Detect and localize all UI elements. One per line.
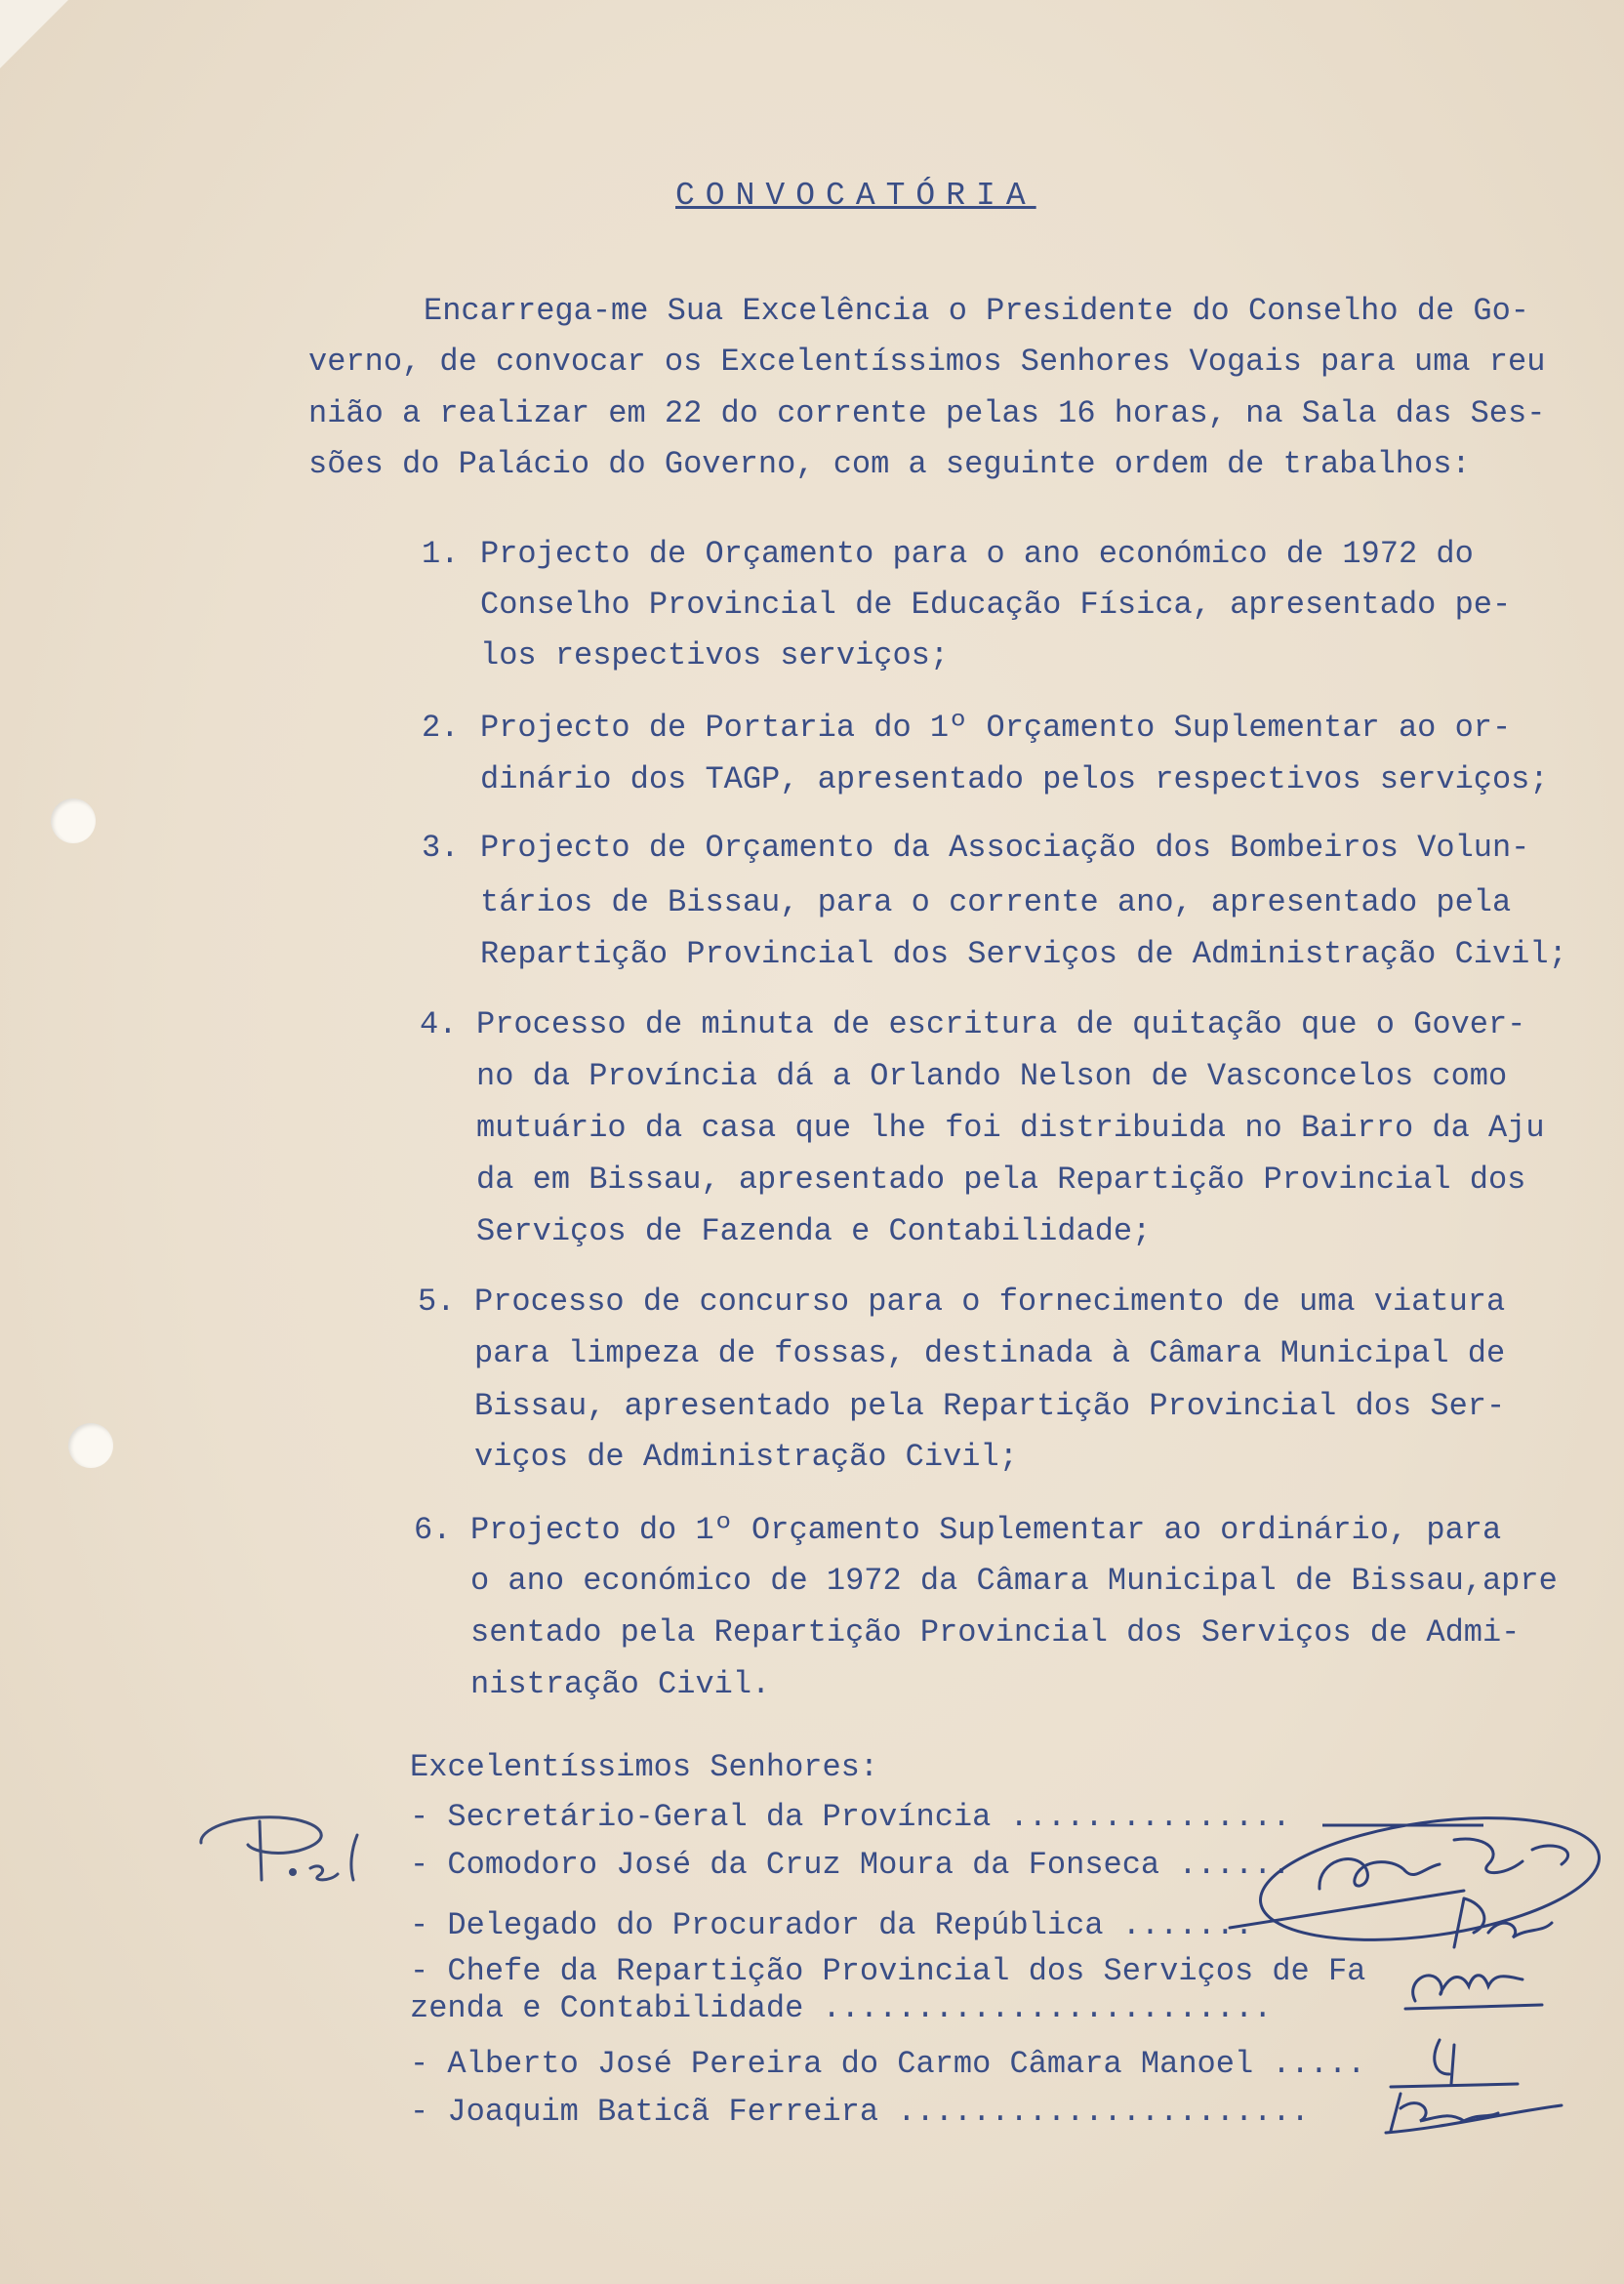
intro-line-1: Encarrega-me Sua Excelência o Presidente do Conselho de Go- (424, 293, 1529, 329)
agenda-item-3-line-2: tários de Bissau, para o corrente ano, apresentado pela (480, 884, 1512, 920)
agenda-number-3: 3. (422, 830, 460, 866)
signature-joaquim (1376, 2084, 1571, 2142)
agenda-number-2: 2. (422, 710, 460, 746)
agenda-item-4-line-4: da em Bissau, apresentado pela Repartição Provincial dos (476, 1162, 1526, 1198)
recipient-2: - Comodoro José da Cruz Moura da Fonseca ...... (410, 1847, 1291, 1883)
agenda-item-6-line-4: nistração Civil. (470, 1666, 771, 1702)
agenda-item-5-line-2: para limpeza de fossas, destinada à Câmara Municipal de (474, 1335, 1506, 1371)
recipient-3: - Delegado do Procurador da República ....... (410, 1907, 1254, 1943)
folded-corner (0, 0, 68, 68)
agenda-item-6-line-3: sentado pela Repartição Provincial dos Serviços de Admi- (470, 1614, 1521, 1651)
recipients-header: Excelentíssimos Senhores: (410, 1749, 879, 1785)
document-title: CONVOCATÓRIA (675, 178, 1036, 214)
agenda-item-5-line-1: Processo de concurso para o fornecimento de uma viatura (474, 1284, 1506, 1320)
agenda-number-4: 4. (420, 1006, 458, 1042)
punch-hole-top (51, 798, 96, 843)
punch-hole-bottom (68, 1423, 113, 1468)
agenda-item-1-line-3: los respectivos serviços; (480, 637, 950, 673)
agenda-item-1-line-1: Projecto de Orçamento para o ano económico de 1972 do (480, 536, 1474, 572)
recipient-4-line-1: - Chefe da Repartição Provincial dos Serviços de Fa (410, 1953, 1366, 1989)
agenda-item-3-line-1: Projecto de Orçamento da Associação dos Bombeiros Volun- (480, 830, 1530, 866)
agenda-item-4-line-5: Serviços de Fazenda e Contabilidade; (476, 1213, 1152, 1249)
handwritten-note-pel (191, 1786, 406, 1898)
agenda-item-3-line-3: Repartição Provincial dos Serviços de Administração Civil; (480, 936, 1567, 972)
agenda-item-5-line-3: Bissau, apresentado pela Repartição Provincial dos Ser- (474, 1388, 1506, 1424)
recipient-1: - Secretário-Geral da Província ............... (410, 1799, 1291, 1835)
agenda-item-4-line-3: mutuário da casa que lhe foi distribuida no Bairro da Aju (476, 1110, 1545, 1146)
recipient-4-line-2: zenda e Contabilidade ........................ (410, 1990, 1273, 2026)
agenda-number-1: 1. (422, 536, 460, 572)
agenda-item-6-line-1: Projecto do 1º Orçamento Suplementar ao ordinário, para (470, 1512, 1502, 1548)
agenda-number-5: 5. (418, 1284, 456, 1320)
signature-chefe (1386, 1942, 1562, 2020)
agenda-item-4-line-1: Processo de minuta de escritura de quitação que o Gover- (476, 1006, 1526, 1042)
agenda-item-2-line-2: dinário dos TAGP, apresentado pelos respectivos serviços; (480, 761, 1549, 797)
intro-line-3: nião a realizar em 22 do corrente pelas 16 horas, na Sala das Ses- (308, 395, 1546, 431)
agenda-item-5-line-4: viços de Administração Civil; (474, 1439, 1018, 1475)
agenda-item-4-line-2: no da Província dá a Orlando Nelson de Vasconcelos como (476, 1058, 1508, 1094)
agenda-item-1-line-2: Conselho Provincial de Educação Física, apresentado pe- (480, 587, 1512, 623)
intro-line-2: verno, de convocar os Excelentíssimos Senhores Vogais para uma reu (308, 344, 1546, 380)
recipient-5: - Alberto José Pereira do Carmo Câmara Manoel ..... (410, 2046, 1366, 2082)
recipient-6: - Joaquim Baticã Ferreira ...................... (410, 2094, 1310, 2130)
agenda-item-6-line-2: o ano económico de 1972 da Câmara Municipal de Bissau,apre (470, 1563, 1558, 1599)
agenda-item-2-line-1: Projecto de Portaria do 1º Orçamento Suplementar ao or- (480, 710, 1512, 746)
intro-line-4: sões do Palácio do Governo, com a seguinte ordem de trabalhos: (308, 446, 1471, 482)
agenda-number-6: 6. (414, 1512, 452, 1548)
